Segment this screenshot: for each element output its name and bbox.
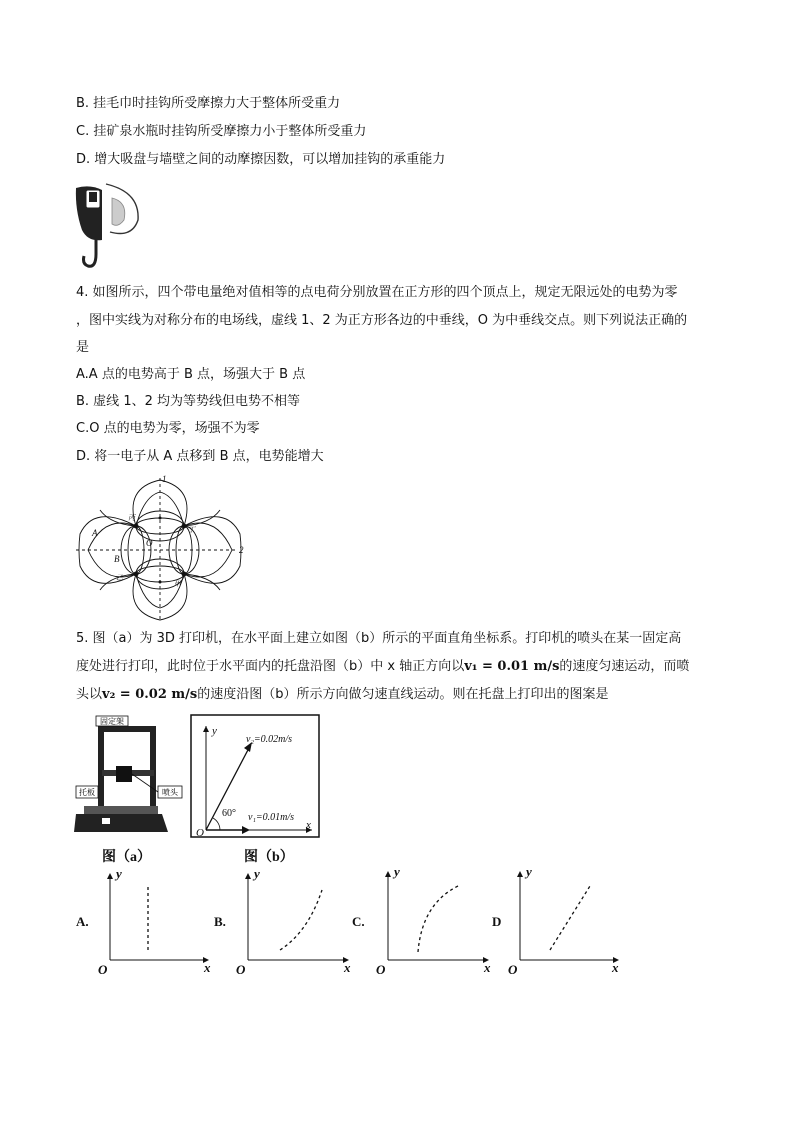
q3-option-d: D. 增大吸盘与墙壁之间的动摩擦因数，可以增加挂钩的承重能力 <box>76 152 446 167</box>
svg-text:A.: A. <box>76 914 89 929</box>
q4-option-c: C.O 点的电势为零，场强不为零 <box>76 421 260 436</box>
caption-fig-b: 图（b） <box>244 850 294 865</box>
svg-text:D: D <box>492 914 502 929</box>
q4-stem-line3: 是 <box>76 340 90 355</box>
svg-text:y: y <box>254 866 260 881</box>
q4-stem-line1: 4. 如图所示，四个带电量绝对值相等的点电荷分别放置在正方形的四个顶点上，规定无限远处的电势为零 <box>76 285 678 300</box>
label-B: B <box>114 554 120 564</box>
fig-b-v2: v₂=0.02m/s <box>246 734 293 745</box>
label-ding: 丁 <box>188 526 195 534</box>
label-A: A <box>92 528 98 538</box>
svg-text:C.: C. <box>352 914 365 929</box>
svg-text:x: x <box>204 960 211 975</box>
q4-option-a: A.A 点的电势高于 B 点，场强大于 B 点 <box>76 367 306 382</box>
q4-option-d: D. 将一电子从 A 点移到 B 点，电势能增大 <box>76 449 324 464</box>
q5-v1: v₁ = 0.01 m/s <box>464 659 560 674</box>
printer-figure-a <box>72 714 184 838</box>
fig-b-x: x <box>306 819 311 831</box>
q3-option-c: C. 挂矿泉水瓶时挂钩所受摩擦力小于整体所受重力 <box>76 124 367 139</box>
suction-hook-photo <box>72 180 144 272</box>
label-bing: 丙 <box>128 514 135 522</box>
path-b <box>280 890 322 950</box>
q5-stem-line3: 头以v₂ = 0.02 m/s的速度沿图（b）所示方向做匀速直线运动。则在托盘上打印出的图案是 <box>76 687 609 702</box>
fig-b-origin: O <box>196 827 204 838</box>
q3-option-b: B. 挂毛巾时挂钩所受摩擦力大于整体所受重力 <box>76 96 341 111</box>
label-yi: 乙 <box>116 574 123 582</box>
choice-d[interactable] <box>492 864 619 977</box>
svg-text:x: x <box>344 960 351 975</box>
svg-text:y: y <box>394 864 400 879</box>
path-d <box>550 886 590 950</box>
fig-b-angle: 60° <box>222 808 236 819</box>
path-c <box>418 886 458 952</box>
choice-b[interactable] <box>214 866 351 977</box>
q4-option-b: B. 虚线 1、2 均为等势线但电势不相等 <box>76 394 300 409</box>
label-nozzle: 喷头 <box>162 788 178 797</box>
caption-fig-a: 图（a） <box>102 850 151 865</box>
label-line1: 1 <box>162 474 167 484</box>
label-tray: 托板 <box>79 788 95 797</box>
svg-text:O: O <box>376 962 386 977</box>
q5-v2: v₂ = 0.02 m/s <box>102 687 198 702</box>
fig-b-y: y <box>212 725 217 737</box>
answer-choices <box>72 862 632 982</box>
svg-text:O: O <box>508 962 518 977</box>
svg-text:O: O <box>236 962 246 977</box>
q5-stem-line2: 度处进行打印，此时位于水平面内的托盘沿图（b）中 x 轴正方向以v₁ = 0.01 m/s的速度匀速运动，而喷 <box>76 659 690 674</box>
q4-stem-line2: ，图中实线为对称分布的电场线，虚线 1、2 为正方形各边的中垂线，O 为中垂线交点。则下列说法正确的 <box>76 313 688 328</box>
label-jia: 甲 <box>174 580 181 588</box>
label-O: O <box>146 538 153 548</box>
svg-text:x: x <box>612 960 619 975</box>
svg-text:O: O <box>98 962 108 977</box>
svg-text:y: y <box>526 864 532 879</box>
svg-text:y: y <box>116 866 122 881</box>
q5-stem-line1: 5. 图（a）为 3D 打印机，在水平面上建立如图（b）所示的平面直角坐标系。打印机的喷头在某一固定高 <box>76 631 682 646</box>
choice-a[interactable] <box>76 866 211 977</box>
fig-b-v1: v₁=0.01m/s <box>248 812 295 823</box>
velocity-figure-b <box>190 714 320 838</box>
choice-c[interactable] <box>352 864 491 977</box>
svg-text:x: x <box>484 960 491 975</box>
label-line2: 2 <box>239 545 244 555</box>
svg-text:B.: B. <box>214 914 226 929</box>
label-frame: 固定架 <box>100 717 124 726</box>
electric-field-diagram <box>74 474 254 624</box>
